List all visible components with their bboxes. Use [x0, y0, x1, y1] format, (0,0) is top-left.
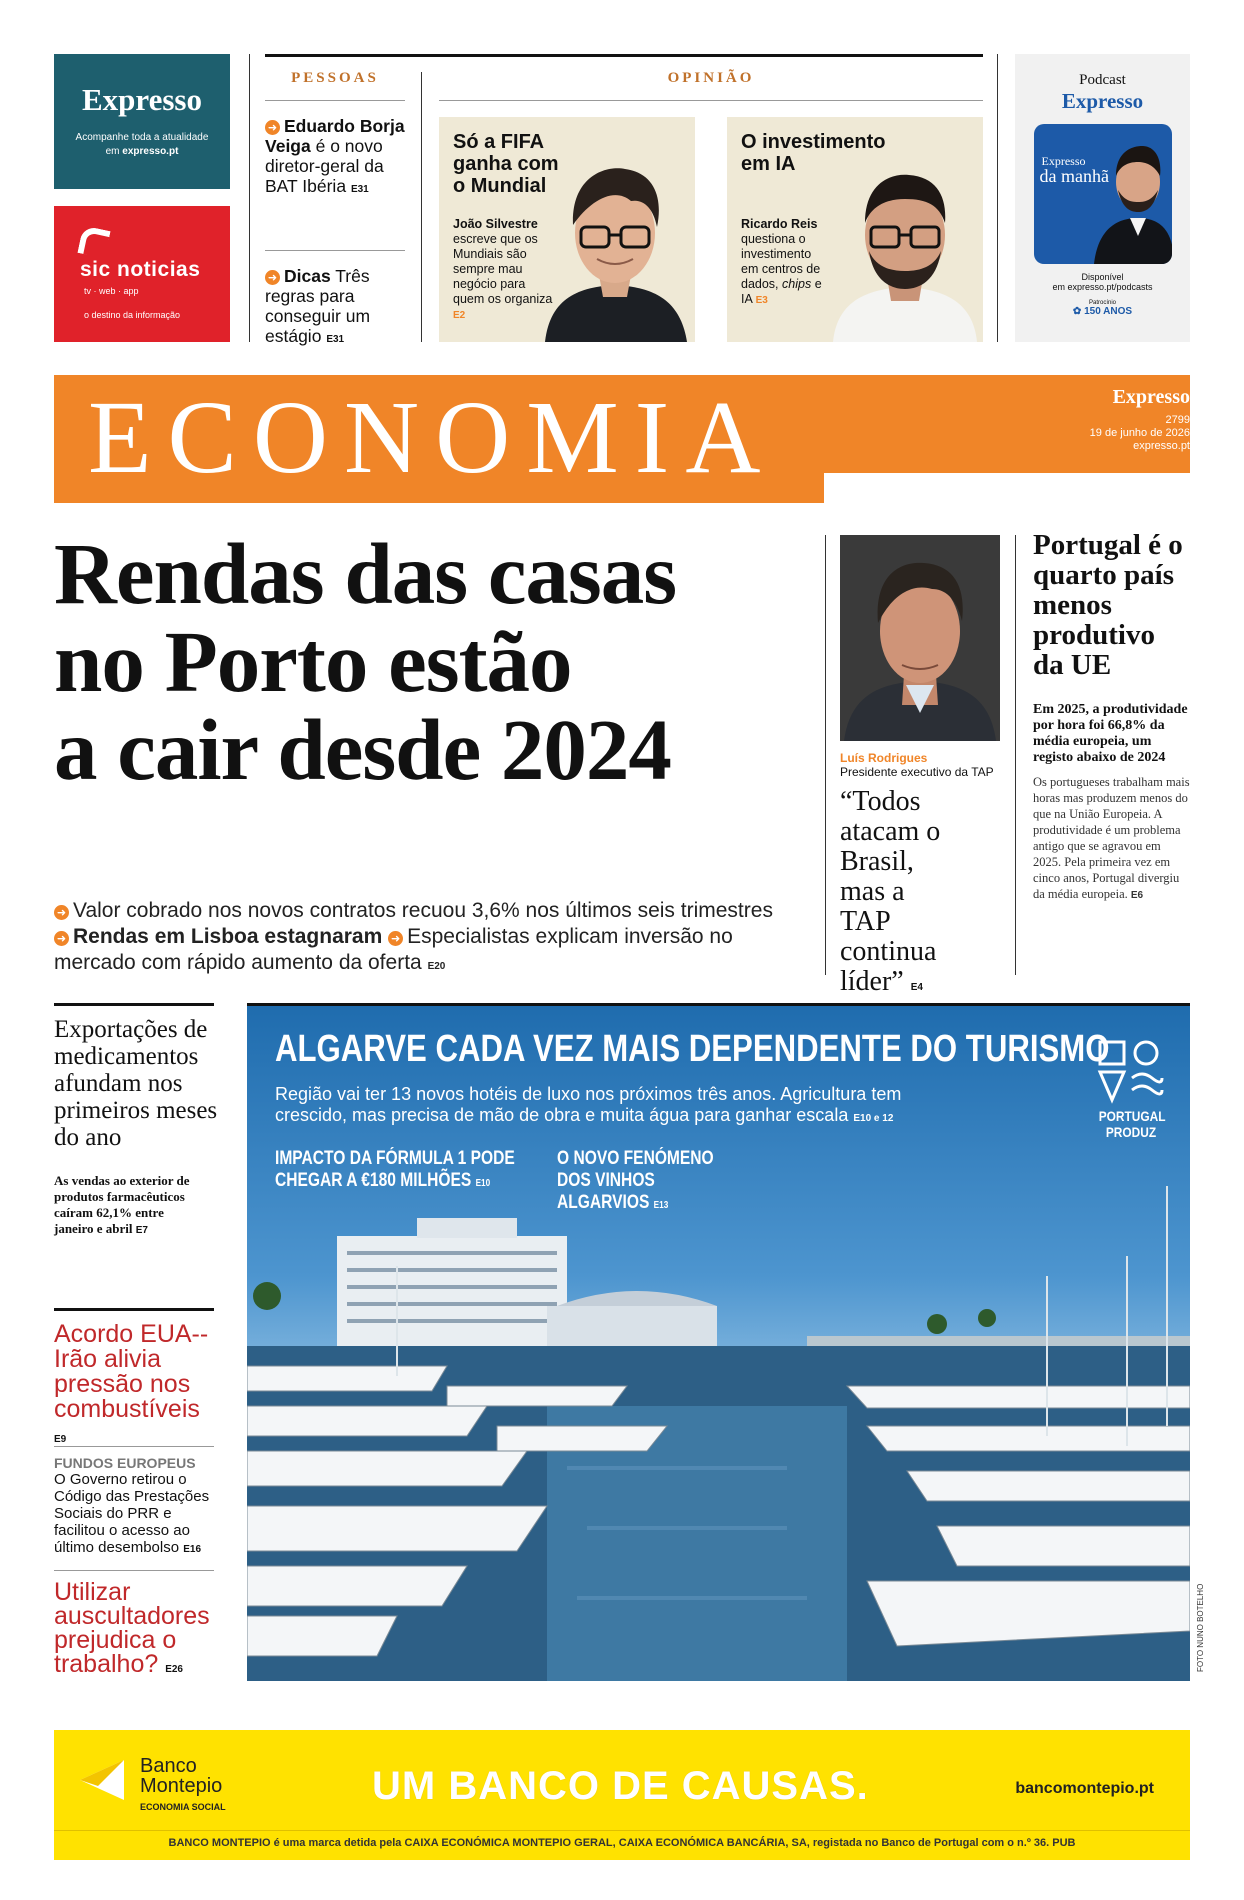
montepio-name-l1: Banco	[140, 1755, 197, 1777]
issue-number: 2799	[1165, 414, 1190, 426]
pessoas-rule	[265, 100, 405, 101]
expresso-promo-prefix: em	[105, 146, 120, 157]
main-subheads	[54, 898, 774, 980]
left-col-divider	[54, 1570, 214, 1571]
expresso-promo-site: expresso.pt	[122, 146, 179, 157]
podcast-avail1: Disponível	[1081, 272, 1124, 282]
badge-line2: PRODUZ	[1105, 1124, 1157, 1140]
exportacoes-body: As vendas ao exterior de produtos farmacêuticos caíram 62,1% entre janeiro e abril	[54, 1173, 190, 1236]
opinion-card1-ref: E2	[453, 310, 466, 321]
tap-role: Presidente executivo da TAP	[840, 765, 994, 779]
podcast-anos-text: 150 ANOS	[1084, 306, 1133, 317]
productivity-story[interactable]	[1033, 530, 1190, 904]
tap-quote-text: “Todos atacam o Brasil, mas a TAP continua líder”	[840, 786, 941, 997]
opinion-card2-text	[741, 217, 831, 308]
algarve-k2-text: O NOVO FENÓMENO DOS VINHOS ALGARVIOS	[557, 1148, 714, 1213]
montepio-name-l2: Montepio	[140, 1775, 223, 1797]
sic-brand: sic noticias	[80, 258, 201, 281]
pessoas-item2-ref: E31	[326, 334, 345, 345]
left-col-rule	[54, 1003, 214, 1006]
podcast-host-icon	[1094, 132, 1172, 264]
section-brand: Expresso	[1112, 386, 1190, 408]
fundos-ref: E16	[183, 1544, 202, 1555]
tap-quote	[840, 787, 950, 1003]
exportacoes-ref: E7	[135, 1225, 148, 1236]
main-headline-l2: no Porto estão	[54, 613, 572, 710]
issue-site: expresso.pt	[1133, 440, 1190, 452]
expresso-promo[interactable]	[54, 54, 230, 189]
fundos-label: FUNDOS EUROPEUS	[54, 1455, 196, 1471]
portugal-produz-icon	[1096, 1038, 1166, 1104]
montepio-sub: ECONOMIA SOCIAL	[140, 1802, 226, 1812]
ad-slogan: UM BANCO DE CAUSAS.	[372, 1764, 869, 1808]
algarve-kicker-formula1	[275, 1148, 521, 1195]
separator	[825, 535, 826, 975]
arrow-icon: ➜	[54, 905, 69, 920]
productivity-headline: Portugal é o quarto país menos produtivo da UE	[1033, 529, 1183, 681]
arrow-icon: ➜	[265, 120, 280, 135]
pessoas-item2-text: Três regras para conseguir um estágio	[265, 266, 371, 346]
algarve-sub-ref: E10 e 12	[853, 1113, 894, 1124]
algarve-sub	[275, 1084, 955, 1129]
main-headline[interactable]	[54, 525, 824, 798]
ad-site[interactable]: bancomontepio.pt	[1015, 1780, 1154, 1797]
pessoas-item-borja[interactable]	[265, 116, 405, 200]
opinion-card2-author: Ricardo Reis	[741, 217, 818, 231]
auscultadores-headline-text: Utilizar auscultadores prejudica o trabalho?	[54, 1578, 210, 1678]
story-exportacoes[interactable]	[54, 1016, 224, 1239]
opinion-card2-body2: e IA	[741, 277, 822, 306]
pessoas-item1-name: Eduardo Borja Veiga	[265, 116, 405, 156]
opinion-card2-ref: E3	[755, 295, 768, 306]
arrow-icon: ➜	[54, 931, 69, 946]
opinion-card-silvestre[interactable]	[439, 117, 695, 342]
tap-ref: E4	[910, 982, 923, 993]
opinion-card2-italic: chips	[782, 277, 812, 291]
main-headline-l3: a cair desde 2024	[54, 701, 671, 798]
separator	[1015, 535, 1016, 975]
main-sub2: Rendas em Lisboa estagnaram	[73, 925, 383, 948]
left-col-rule	[54, 1308, 214, 1311]
podcast-anos	[1015, 306, 1190, 317]
anos-icon: ✿	[1072, 306, 1085, 317]
opinion-card2-title: O investimento em IA	[741, 131, 886, 175]
podcast-cover-top: Expresso	[1041, 154, 1086, 168]
expresso-promo-line1: Acompanhe toda a atualidade	[75, 132, 209, 143]
story-acordo[interactable]	[54, 1322, 219, 1452]
podcast-sponsor: Patrocínio	[1088, 300, 1116, 306]
podcast-avail2: em expresso.pt/podcasts	[1052, 282, 1153, 292]
arrow-icon: ➜	[265, 270, 280, 285]
acordo-ref: E9	[54, 1434, 67, 1445]
main-headline-l1: Rendas das casas	[54, 525, 677, 622]
opinion-card2-body: questiona o investimento em centros de dados,	[741, 232, 821, 291]
main-sub3: Especialistas explicam inversão no mercado com rápido aumento da oferta	[54, 925, 733, 974]
sic-promo[interactable]	[54, 206, 230, 342]
expresso-promo-title: Expresso	[81, 82, 202, 117]
acordo-headline-text: Acordo EUA--Irão alivia pressão nos combustíveis	[54, 1320, 209, 1423]
story-auscultadores[interactable]	[54, 1580, 219, 1682]
productivity-body	[1033, 774, 1190, 904]
section-title: ECONOMIA	[88, 380, 777, 495]
main-sub1: Valor cobrado nos novos contratos recuou 3,6% nos últimos seis trimestres	[73, 899, 773, 922]
opinion-card1-body: escreve que os Mundiais são sempre mau negócio para quem os organiza	[453, 232, 553, 306]
auscultadores-headline	[54, 1580, 219, 1682]
tap-story[interactable]	[840, 535, 1000, 997]
pessoas-item2-name: Dicas	[284, 266, 331, 286]
pessoas-label: PESSOAS	[291, 70, 379, 86]
left-col-divider	[54, 1446, 214, 1447]
ad-legal: BANCO MONTEPIO é uma marca detida pela CAIXA ECONÓMICA MONTEPIO GERAL, CAIXA ECONÓMICA BANCÁRIA, SA, registada no Banco de Portugal com o n.º 36. PUB	[168, 1837, 1076, 1849]
productivity-body-text: Os portugueses trabalham mais horas mas produzem menos do que na União Europeia. A produtividade é um problema antigo que se agravou em 2025. Pela primeira vez em cinco anos, Portugal divergiu da média europeia.	[1033, 775, 1190, 901]
fundos-text	[54, 1471, 219, 1558]
photo-credit: FOTO NUNO BOTELHO	[1196, 1583, 1205, 1672]
montepio-name	[140, 1756, 222, 1796]
issue-date: 19 de junho de 2026	[1089, 427, 1190, 439]
pessoas-item-dicas[interactable]	[265, 266, 405, 350]
story-fundos[interactable]	[54, 1455, 219, 1558]
portugal-produz-badge	[1093, 1038, 1169, 1140]
algarve-k2-ref: E13	[653, 1200, 669, 1211]
exportacoes-text	[54, 1173, 204, 1239]
algarve-sub-text: Região vai ter 13 novos hotéis de luxo nos próximos três anos. Agricultura tem crescido, mas precisa de mão de obra e muita água para ganhar escala	[275, 1084, 902, 1125]
sic-logo-icon	[77, 225, 110, 258]
podcast-cover-title: da manhã	[1039, 166, 1109, 186]
podcast-cover	[1034, 124, 1172, 264]
sic-tagline: o destino da informação	[84, 310, 181, 320]
opinion-card-reis[interactable]	[727, 117, 983, 342]
separator	[997, 54, 998, 342]
portrait-luis-rodrigues	[840, 535, 1000, 741]
opiniao-rule	[439, 100, 983, 101]
expresso-promo-line2	[54, 146, 230, 157]
exportacoes-headline: Exportações de medicamentos afundam nos primeiros meses do ano	[54, 1016, 218, 1151]
auscultadores-ref: E26	[165, 1664, 183, 1675]
tap-name: Luís Rodrigues	[840, 751, 928, 765]
algarve-k1-text: IMPACTO DA FÓRMULA 1 PODE CHEGAR A €180 MILHÕES	[275, 1148, 515, 1191]
algarve-headline: ALGARVE CADA VEZ MAIS DEPENDENTE DO TURISMO	[275, 1028, 1110, 1070]
top-rule	[265, 54, 983, 57]
acordo-headline	[54, 1322, 219, 1452]
pessoas-item1-ref: E31	[350, 184, 369, 195]
separator	[421, 72, 422, 342]
main-ref: E20	[427, 961, 446, 972]
portrait-ricardo-reis	[827, 161, 983, 342]
montepio-logo-icon	[78, 1756, 126, 1804]
opiniao-label: OPINIÃO	[667, 70, 755, 86]
algarve-k1-ref: E10	[475, 1178, 491, 1189]
fundos-body: O Governo retirou o Código das Prestações Sociais do PRR e facilitou o acesso ao último desembolso	[54, 1471, 210, 1556]
montepio-ad[interactable]	[54, 1730, 1190, 1860]
algarve-kicker-vinhos	[557, 1148, 746, 1217]
pessoas-item1-text: é o novo diretor-geral da BAT Ibéria	[265, 136, 384, 196]
podcast-brand: Expresso	[1061, 89, 1144, 113]
podcast-label: Podcast	[1079, 72, 1126, 88]
podcast-promo[interactable]	[1015, 54, 1190, 342]
separator	[249, 54, 250, 342]
productivity-ref: E6	[1130, 890, 1144, 901]
badge-line1: PORTUGAL	[1098, 1108, 1166, 1124]
productivity-bold: Em 2025, a produtividade por hora foi 66,8% da média europeia, um registo abaixo de 2024	[1033, 702, 1188, 765]
pessoas-divider	[265, 250, 405, 251]
opinion-card1-title: Só a FIFA ganha com o Mundial	[453, 131, 559, 197]
opinion-card1-author: João Silvestre	[453, 217, 538, 231]
algarve-feature[interactable]	[247, 1003, 1190, 1681]
section-issue-block	[1090, 414, 1190, 453]
sic-sub: tv · web · app	[84, 286, 139, 296]
arrow-icon: ➜	[388, 931, 403, 946]
portrait-joao-silvestre	[535, 147, 695, 342]
ad-legal-bar	[54, 1830, 1190, 1831]
